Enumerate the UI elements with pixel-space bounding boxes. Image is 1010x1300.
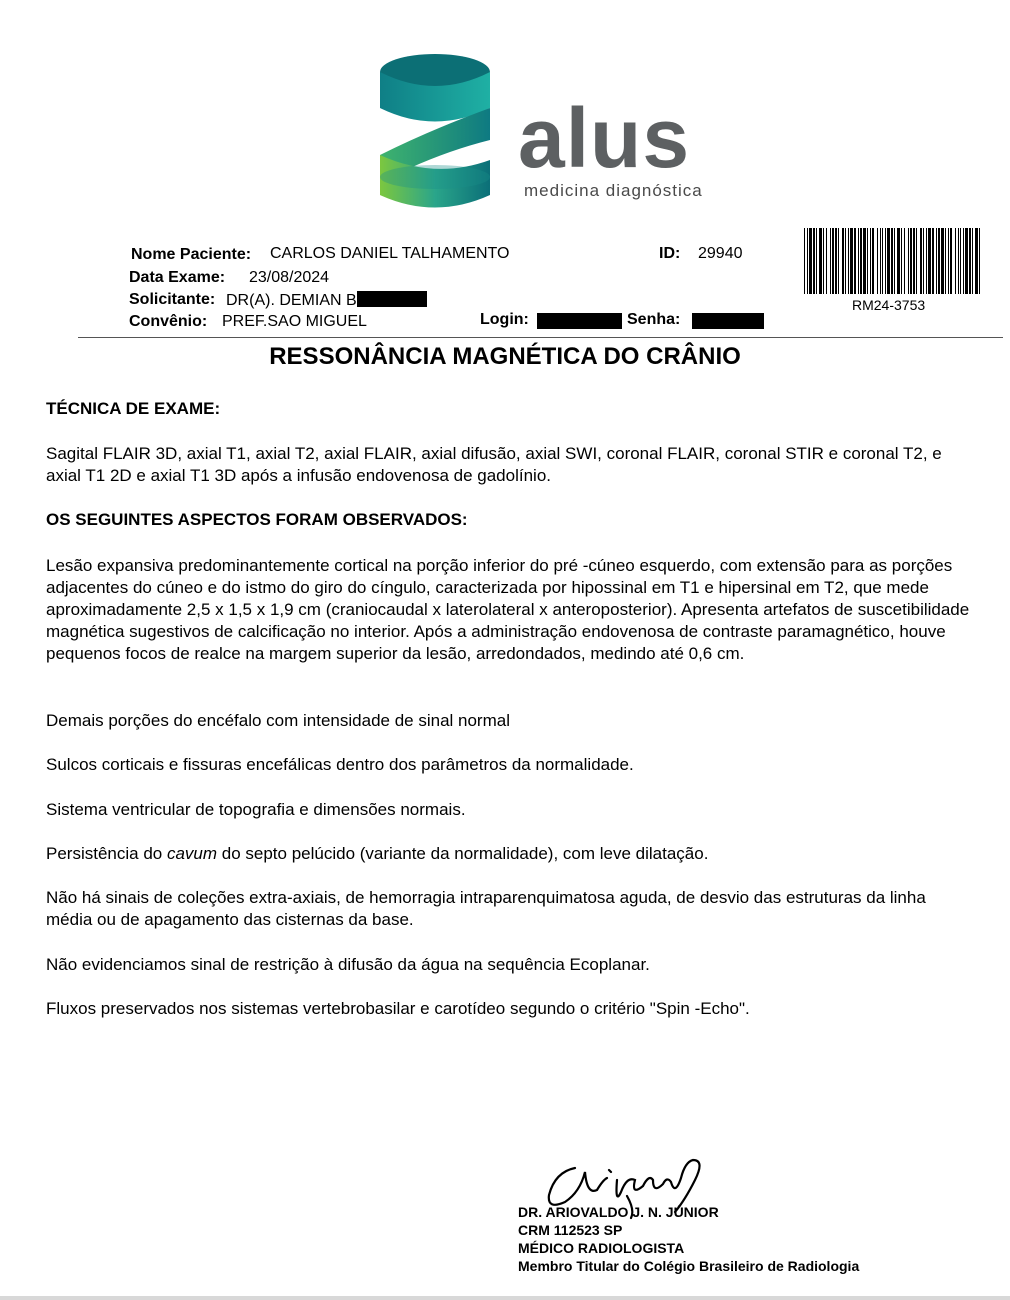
brand-wordmark: alus (518, 91, 691, 185)
doctor-name: DR. ARIOVALDO J. N. JÚNIOR (518, 1204, 719, 1220)
header-divider (78, 337, 1003, 338)
barcode-icon (804, 228, 984, 294)
finding-paragraph-2: Demais porções do encéfalo com intensidade de sinal normal (46, 711, 510, 730)
findings-heading: OS SEGUINTES ASPECTOS FORAM OBSERVADOS: (46, 510, 468, 529)
barcode-text: RM24-3753 (852, 297, 926, 313)
password-label: Senha: (627, 311, 681, 328)
insurance-value: PREF.SAO MIGUEL (222, 313, 367, 330)
requester-name (226, 291, 427, 310)
technique-text: Sagital FLAIR 3D, axial T1, axial T2, axial FLAIR, axial difusão, axial SWI, coronal FLAIR, coronal STIR e coronal T2, e axial T1 2D e axial T1 3D após a infusão endovenosa de gadolínio. (46, 444, 942, 485)
finding-paragraph-1: Lesão expansiva predominantemente cortical na porção inferior do pré -cúneo esquerdo, com extensão para as porções adjacentes do cúneo e do istmo do giro do cíngulo, caracterizada por hipossinal em T1 e hipersinal em T2, que mede aproximadamente 2,5 x 1,5 x 1,9 cm (craniocaudal x laterolateral x anteroposterior). Apresenta artefatos de suscetibilidade magnética sugestivos de calcificação no interior. Após a administração endovenosa de contraste paramagnético, houve pequenos focos de realce na margem superior da lesão, arredondados, medindo até 0,6 cm. (46, 556, 970, 663)
finding-paragraph-8: Fluxos preservados nos sistemas vertebrobasilar e carotídeo segundo o critério "Spin -Echo". (46, 999, 750, 1018)
finding-paragraph-4: Sistema ventricular de topografia e dimensões normais. (46, 800, 466, 819)
technique-heading: TÉCNICA DE EXAME: (46, 399, 221, 418)
id-value: 29940 (698, 245, 743, 262)
doctor-crm: CRM 112523 SP (518, 1222, 623, 1238)
doctor-membership: Membro Titular do Colégio Brasileiro de Radiologia (518, 1258, 860, 1274)
patient-name: CARLOS DANIEL TALHAMENTO (270, 245, 510, 262)
id-label: ID: (659, 245, 681, 262)
password-redaction (692, 313, 764, 329)
finding-paragraph-7: Não evidenciamos sinal de restrição à difusão da água na sequência Ecoplanar. (46, 955, 650, 974)
login-redaction (537, 313, 622, 329)
page-bottom-edge (0, 1296, 1010, 1300)
logo-mark-icon (370, 50, 500, 215)
finding-paragraph-3: Sulcos corticais e fissuras encefálicas dentro dos parâmetros da normalidade. (46, 755, 634, 774)
finding-paragraph-6: Não há sinais de coleções extra-axiais, de hemorragia intraparenquimatosa aguda, de desvio das estruturas da linha média ou de apagamento das cisternas da base. (46, 888, 926, 929)
finding-paragraph-5 (46, 843, 971, 865)
doctor-role: MÉDICO RADIOLOGISTA (518, 1240, 685, 1256)
insurance-label: Convênio: (129, 313, 208, 330)
cavum-text-c: do septo pelúcido (variante da normalidade), com leve dilatação. (217, 844, 709, 863)
cavum-term: cavum (166, 844, 218, 863)
requester-label: Solicitante: (129, 291, 216, 308)
exam-date: 23/08/2024 (249, 269, 330, 286)
exam-date-label: Data Exame: (129, 269, 226, 286)
redaction-bar (357, 291, 427, 307)
report-title: RESSONÂNCIA MAGNÉTICA DO CRÂNIO (269, 343, 741, 370)
login-label: Login: (480, 311, 529, 328)
barcode (804, 228, 984, 294)
brand-tagline: medicina diagnóstica (524, 181, 703, 200)
patient-label: Nome Paciente: (131, 246, 252, 263)
requester-value: DR(A). DEMIAN B (226, 292, 357, 309)
cavum-text-a: Persistência do (46, 844, 167, 863)
